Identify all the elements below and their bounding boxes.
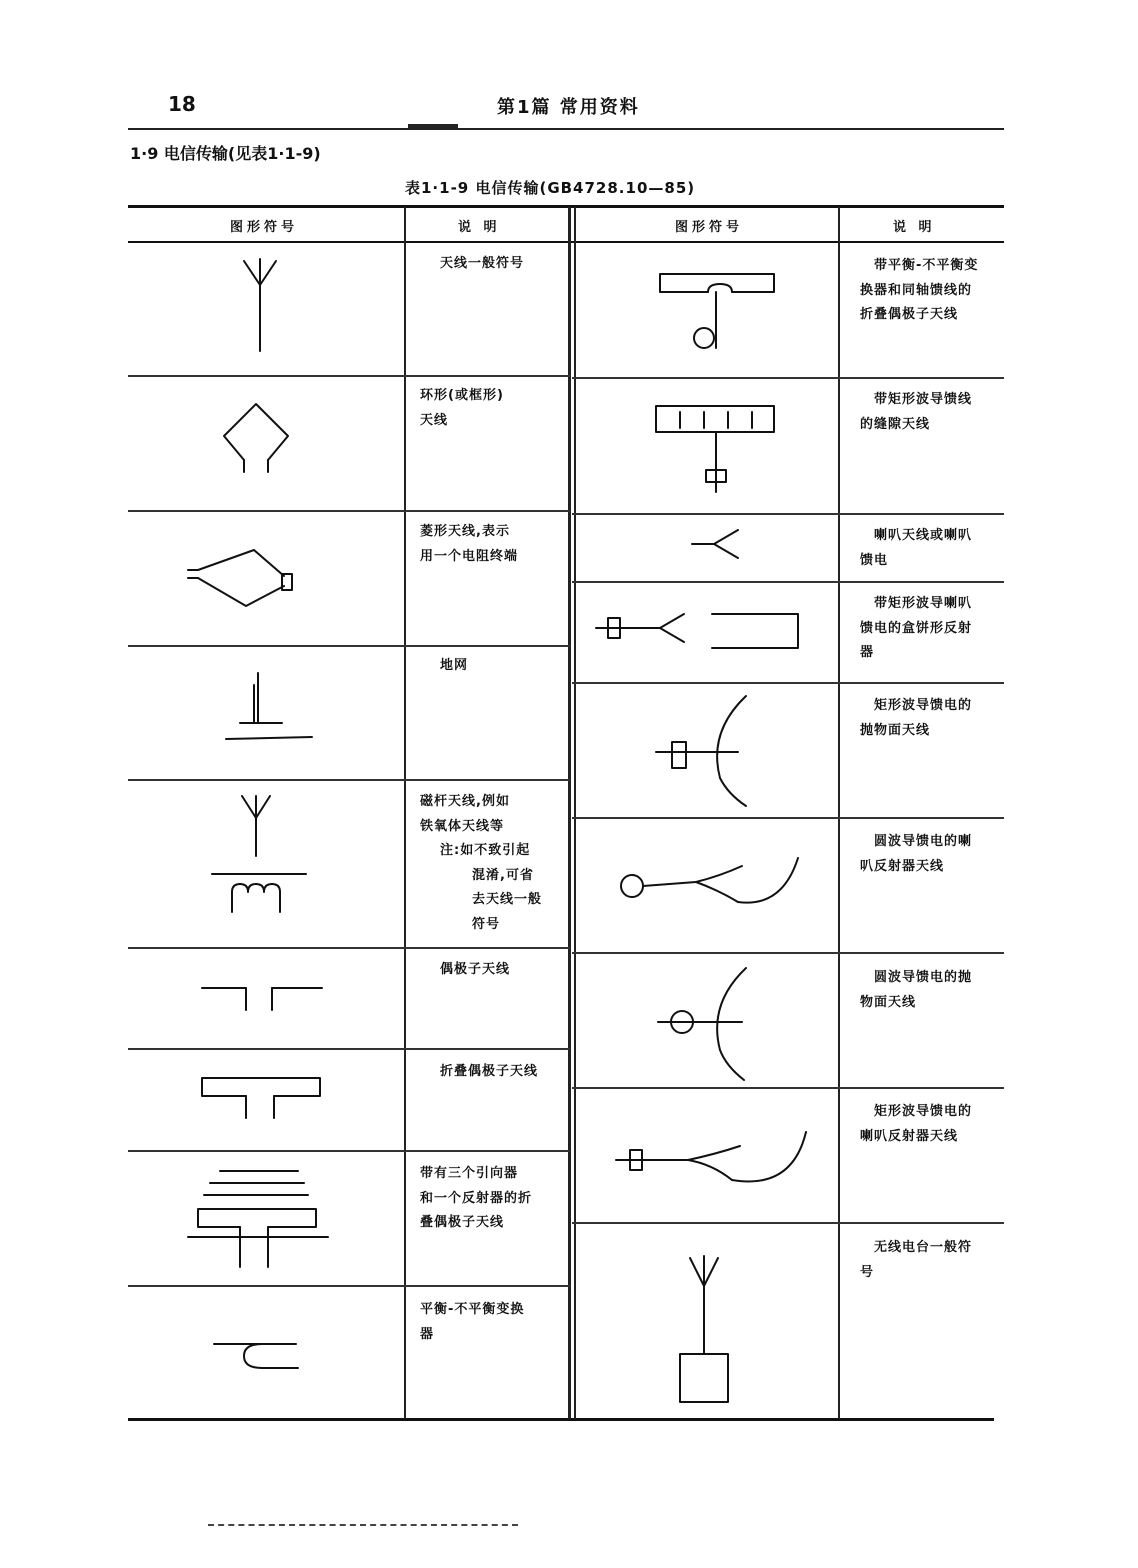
description-line: 环形(或框形) xyxy=(420,388,504,403)
symbol-description xyxy=(860,694,1000,743)
description-line: 圆波导馈电的喇 xyxy=(874,834,973,849)
description-line: 符号 xyxy=(472,916,501,932)
row-rule xyxy=(572,682,1004,684)
ground-net-icon xyxy=(222,665,318,749)
column-header-symbol-right: 图形符号 xyxy=(675,220,744,235)
symbol-description xyxy=(860,524,1000,573)
column-header-symbol-left: 图形符号 xyxy=(230,220,299,235)
row-rule xyxy=(572,1222,1004,1224)
description-line: 喇叭天线或喇叭 xyxy=(874,528,973,543)
column-divider-center-2 xyxy=(574,207,576,1419)
description-line: 无线电台一般符 xyxy=(874,1240,973,1255)
symbol-description xyxy=(860,1100,1000,1149)
row-rule xyxy=(572,377,1004,379)
description-line: 天线一般符号 xyxy=(440,256,525,271)
running-title: 第1篇 常用资料 xyxy=(497,97,640,118)
rect-waveguide-paraboloid-icon xyxy=(650,692,750,810)
description-line: 抛物面天线 xyxy=(860,722,931,738)
row-rule xyxy=(572,952,1004,954)
magnetic-rod-antenna-icon xyxy=(210,792,310,916)
description-line: 带平衡-不平衡变 xyxy=(874,258,979,273)
row-rule xyxy=(128,1150,570,1152)
rhombic-antenna-icon xyxy=(184,540,304,614)
description-line: 地网 xyxy=(440,658,469,673)
horn-antenna-icon xyxy=(686,524,746,568)
symbol-description xyxy=(420,520,560,569)
balun-coax-folded-dipole-icon xyxy=(650,266,790,358)
table-top-rule xyxy=(128,205,1004,208)
symbol-description xyxy=(420,1298,566,1347)
description-line: 磁杆天线,例如 xyxy=(420,794,510,809)
radio-station-icon xyxy=(672,1252,736,1408)
row-rule xyxy=(572,513,1004,515)
circ-waveguide-paraboloid-icon xyxy=(652,962,752,1084)
description-line: 号 xyxy=(860,1264,875,1280)
dipole-antenna-icon xyxy=(198,980,328,1020)
row-rule xyxy=(128,1048,570,1050)
table-caption: 表1·1-9 电信传输(GB4728.10—85) xyxy=(405,179,696,197)
description-line: 混淆,可省 xyxy=(472,867,534,883)
rect-waveguide-horn-reflector-icon xyxy=(612,1126,812,1190)
table-header-rule xyxy=(128,241,1004,243)
description-line: 叭反射器天线 xyxy=(860,858,945,874)
symbol-description xyxy=(860,254,1000,328)
footer-dashed-rule xyxy=(208,1524,518,1526)
column-header-desc-left: 说 明 xyxy=(458,220,501,235)
description-line: 馈电的盒饼形反射 xyxy=(860,620,973,636)
description-line: 器 xyxy=(420,1326,435,1342)
circ-waveguide-horn-reflector-icon xyxy=(606,852,806,912)
description-line: 折叠偶极子天线 xyxy=(440,1064,539,1079)
description-line: 圆波导馈电的抛 xyxy=(874,970,973,985)
row-rule xyxy=(128,947,570,949)
column-divider-3 xyxy=(838,207,840,1419)
row-rule xyxy=(128,645,570,647)
row-rule xyxy=(128,510,570,512)
description-line: 物面天线 xyxy=(860,994,917,1010)
row-rule xyxy=(572,817,1004,819)
description-line: 喇叭反射器天线 xyxy=(860,1128,959,1144)
header-rule-mark xyxy=(408,124,458,128)
description-line: 的缝隙天线 xyxy=(860,416,931,432)
description-line: 注:如不致引起 xyxy=(440,843,531,858)
symbol-description xyxy=(440,1060,566,1085)
symbol-description xyxy=(860,966,1000,1015)
description-line: 平衡-不平衡变换 xyxy=(420,1302,525,1317)
symbol-description xyxy=(420,384,560,433)
section-title: 1·9 电信传输(见表1·1-9) xyxy=(130,144,321,163)
header-rule xyxy=(128,128,1004,130)
loop-antenna-icon xyxy=(218,400,294,480)
description-line: 偶极子天线 xyxy=(440,962,511,977)
description-line: 馈电 xyxy=(860,552,889,568)
symbol-description xyxy=(440,958,560,983)
row-rule xyxy=(128,1285,570,1287)
table-bottom-rule xyxy=(128,1418,994,1421)
column-divider-center xyxy=(568,207,571,1419)
description-line: 换器和同轴馈线的 xyxy=(860,282,973,298)
horn-box-reflector-icon xyxy=(592,606,808,656)
symbol-description xyxy=(860,1236,1000,1285)
column-divider-1 xyxy=(404,207,406,1419)
symbol-description xyxy=(860,388,1000,437)
description-line: 带矩形波导喇叭 xyxy=(874,596,973,611)
description-line: 器 xyxy=(860,645,875,660)
description-line: 矩形波导馈电的 xyxy=(874,1104,973,1119)
description-line: 去天线一般 xyxy=(472,892,543,907)
description-line: 带有三个引向器 xyxy=(420,1166,519,1181)
description-line: 矩形波导馈电的 xyxy=(874,698,973,713)
symbol-description xyxy=(420,1162,566,1236)
description-line: 带矩形波导馈线 xyxy=(874,392,973,407)
description-line: 和一个反射器的折 xyxy=(420,1190,533,1206)
row-rule xyxy=(128,779,570,781)
description-line: 用一个电阻终端 xyxy=(420,548,519,564)
description-line: 叠偶极子天线 xyxy=(420,1215,505,1230)
symbol-description xyxy=(860,592,1000,666)
folded-dipole-icon xyxy=(196,1074,326,1124)
antenna-general-icon xyxy=(232,255,292,355)
slot-antenna-icon xyxy=(650,400,786,496)
row-rule xyxy=(572,581,1004,583)
symbol-description xyxy=(420,790,560,937)
description-line: 折叠偶极子天线 xyxy=(860,307,959,322)
symbol-description xyxy=(440,252,562,277)
symbol-description xyxy=(860,830,1000,879)
description-line: 铁氧体天线等 xyxy=(420,818,505,834)
row-rule xyxy=(128,375,570,377)
row-rule xyxy=(572,1087,1004,1089)
symbol-description xyxy=(440,654,560,679)
description-line: 菱形天线,表示 xyxy=(420,524,510,539)
column-header-desc-right: 说 明 xyxy=(893,220,936,235)
yagi-antenna-icon xyxy=(186,1165,336,1269)
page-number: 18 xyxy=(168,92,196,116)
description-line: 天线 xyxy=(420,412,449,428)
balun-icon xyxy=(210,1330,310,1378)
